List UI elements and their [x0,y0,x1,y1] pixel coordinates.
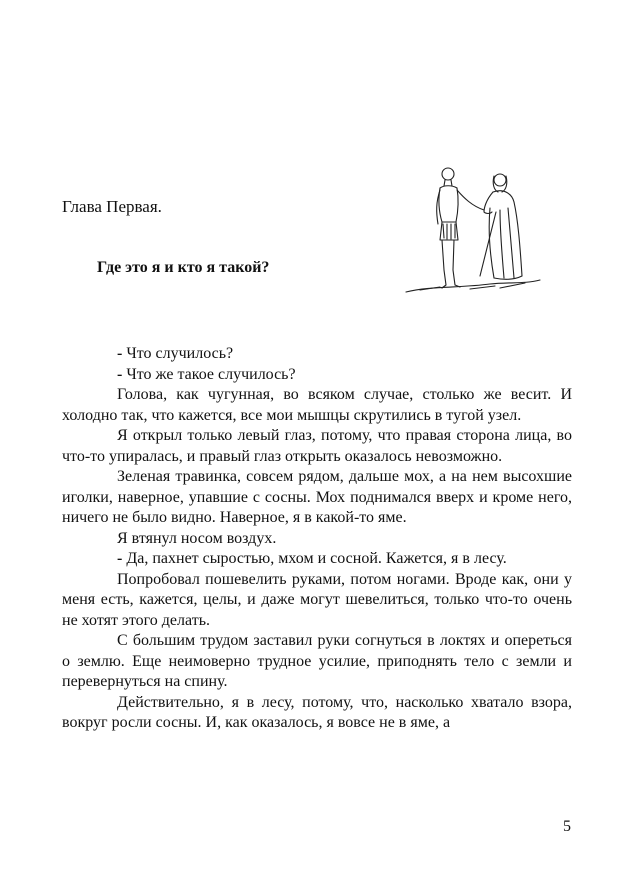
paragraph: - Что же такое случилось? [117,365,296,383]
paragraph: - Да, пахнет сыростью, мхом и сосной. Кажется, я в лесу. [117,550,507,567]
paragraph: С большим трудом заставил руки согнуться в локтях и опереться о землю. Еще неимоверно трудное усилие, приподнять тело с земли и перевернуться на спину. [62,632,572,690]
section-heading: Где это я и кто я такой? [97,259,270,276]
paragraph: Зеленая травинка, совсем рядом, дальше мох, а на нем высохшие иголки, наверное, упавшие с сосны. Мох поднимался вверх и кроме него, ничего не было видно. Наверное, я в какой-то яме. [62,468,572,526]
page-number: 5 [563,818,571,835]
paragraph: - Что случилось? [117,345,234,362]
body-text [62,344,572,734]
two-figures-sketch-icon [400,150,546,300]
paragraph: Действительно, я в лесу, потому, что, насколько хватало взора, вокруг росли сосны. И, как оказалось, я вовсе не в яме, а [62,693,572,731]
paragraph: Попробовал пошевелить руками, потом ногами. Вроде как, они у меня есть, кажется, целы, и даже могут шевелиться, только что-то очень не хотят этого делать. [62,570,572,629]
paragraph: Я втянул носом воздух. [117,529,277,547]
paragraph: Я открыл только левый глаз, потому, что правая сторона лица, во что-то упиралась, и правый глаз открыть оказалось невозможно. [62,427,572,465]
paragraph: Голова, как чугунная, во всяком случае, столько же весит. И холодно так, что кажется, все мои мышцы скрутились в тугой узел. [62,386,572,424]
chapter-title: Глава Первая. [62,197,162,216]
